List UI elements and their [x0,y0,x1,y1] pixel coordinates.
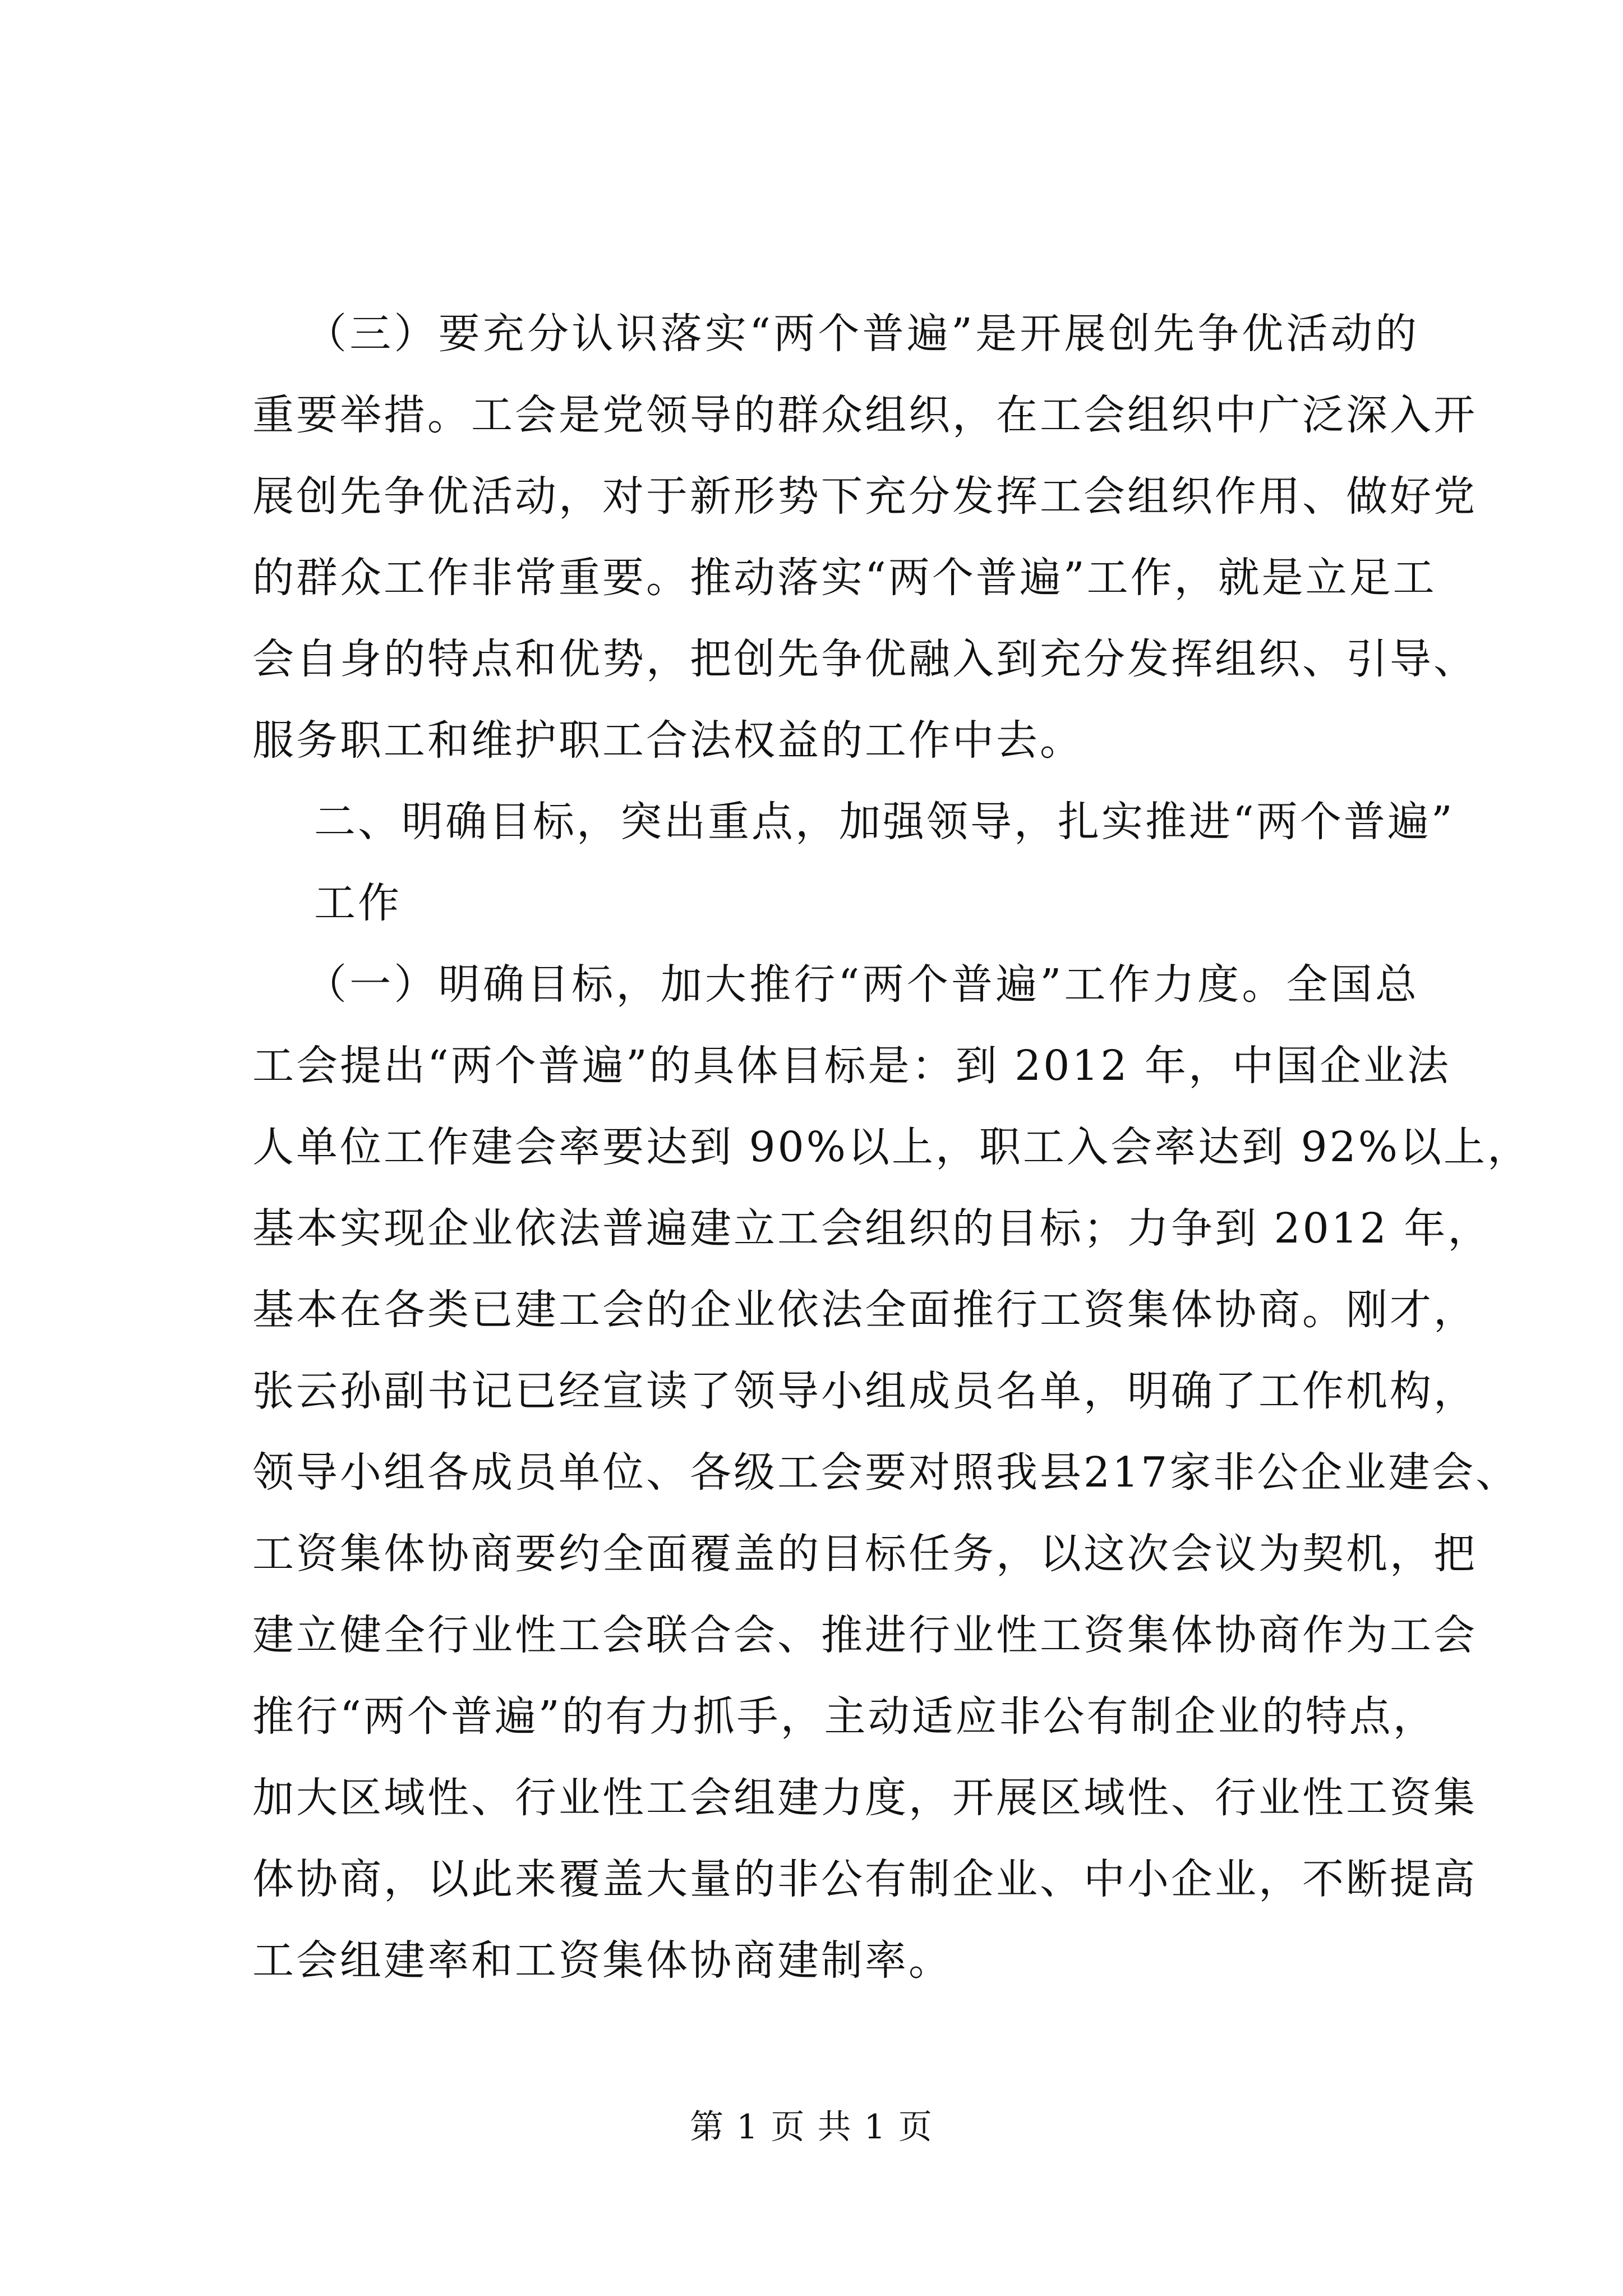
paragraph-line: 体协商，以此来覆盖大量的非公有制企业、中小企业，不断提高 [252,1855,1477,1903]
paragraph-line: 推行“两个普遍”的有力抓手，主动适应非公有制企业的特点， [252,1692,1437,1741]
paragraph-line: （三）要充分认识落实“两个普遍”是开展创先争优活动的 [305,310,1419,358]
paragraph-line: 基本在各类已建工会的企业依法全面推行工资集体协商。刚才， [252,1286,1477,1334]
paragraph-line: 重要举措。工会是党领导的群众组织，在工会组织中广泛深入开 [252,391,1477,439]
paragraph-line: 服务职工和维护职工合法权益的工作中去。 [252,716,1083,765]
paragraph-line: 领导小组各成员单位、各级工会要对照我县217家非公企业建会、 [252,1448,1520,1497]
paragraph-line: （一）明确目标，加大推行“两个普遍”工作力度。全国总 [305,960,1419,1009]
paragraph-line: 人单位工作建会率要达到 90%以上，职工入会率达到 92%以上， [252,1123,1531,1171]
paragraph-line: 的群众工作非常重要。推动落实“两个普遍”工作，就是立足工 [252,554,1437,602]
section-heading-line: 二、明确目标，突出重点，加强领导，扎实推进“两个普遍” [314,798,1455,846]
paragraph-line: 工资集体协商要约全面覆盖的目标任务，以这次会议为契机，把 [252,1530,1477,1578]
paragraph-line: 张云孙副书记已经宣读了领导小组成员名单，明确了工作机构， [252,1367,1477,1415]
paragraph-line: 工会组建率和工资集体协商建制率。 [252,1936,952,1985]
paragraph-line: 展创先争优活动，对于新形势下充分发挥工会组织作用、做好党 [252,472,1477,521]
paragraph-line: 会自身的特点和优势，把创先争优融入到充分发挥组织、引导、 [252,635,1477,683]
page-footer: 第 1 页 共 1 页 [690,2108,933,2147]
paragraph-line: 基本实现企业依法普遍建立工会组织的目标；力争到 2012 年， [252,1204,1492,1253]
section-heading-line: 工作 [314,879,402,927]
paragraph-line: 建立健全行业性工会联合会、推进行业性工资集体协商作为工会 [252,1611,1477,1659]
paragraph-line: 加大区域性、行业性工会组建力度，开展区域性、行业性工资集 [252,1774,1477,1822]
paragraph-line: 工会提出“两个普遍”的具体目标是：到 2012 年，中国企业法 [252,1042,1451,1090]
